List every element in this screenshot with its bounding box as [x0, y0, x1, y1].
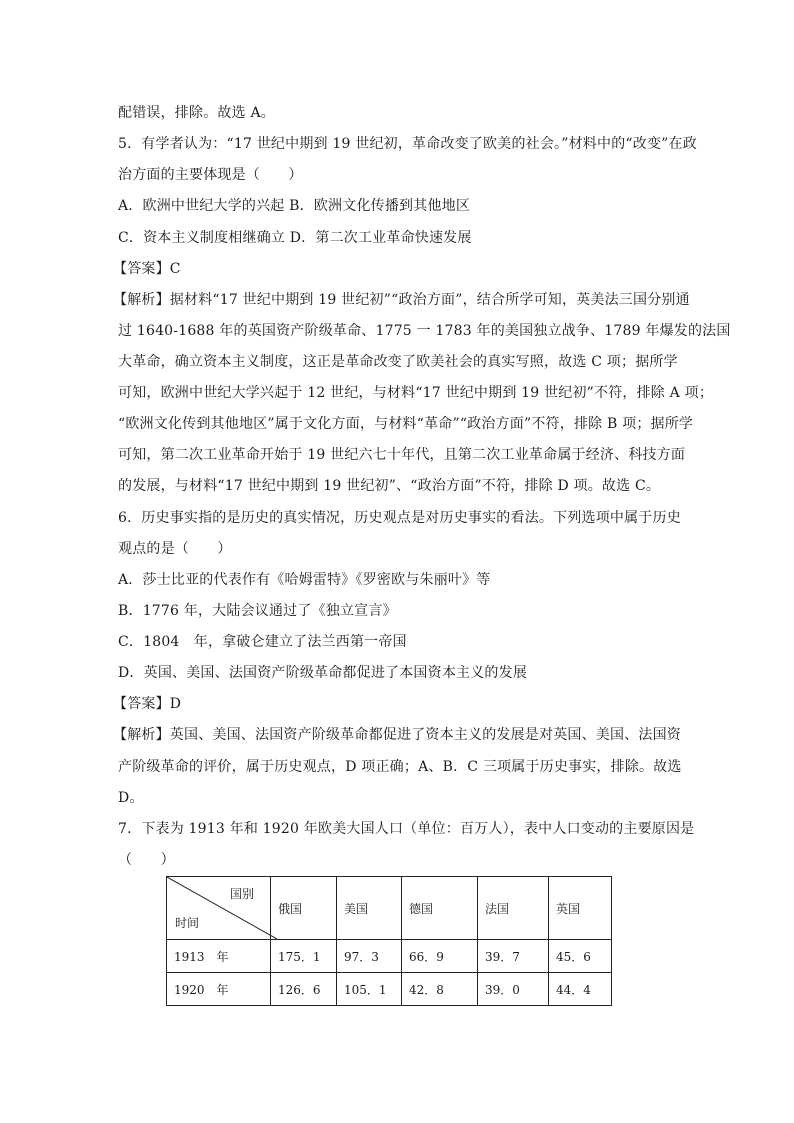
corner-label-country: 国别 — [229, 887, 254, 901]
table-cell: 44．4 — [549, 973, 612, 1006]
column-header: 俄国 — [271, 877, 337, 940]
question-5-analysis-line: 可知，欧洲中世纪大学兴起于 12 世纪，与材料“17 世纪中期到 19 世纪初”不符，排除 A 项； — [118, 385, 714, 401]
column-header: 法国 — [478, 877, 549, 940]
question-6-option-a: A．莎士比亚的代表作有《哈姆雷特》《罗密欧与朱丽叶》等 — [118, 572, 491, 588]
question-6-analysis: 【解析】英国、美国、法国资产阶级革命都促进了资本主义的发展是对英国、美国、法国资 — [113, 727, 681, 743]
table-cell: 66．9 — [402, 940, 478, 973]
column-header: 英国 — [549, 877, 612, 940]
question-6-answer: 【答案】D — [113, 696, 182, 712]
table-header-row — [167, 877, 612, 940]
row-label: 1913 年 — [167, 940, 271, 973]
question-5-analysis-line: 的发展，与材料“17 世纪中期到 19 世纪初”、“政治方面”不符，排除 D 项。故选 C。 — [118, 478, 661, 494]
table-cell: 39．0 — [478, 973, 549, 1006]
text-line: 配错误，排除。故选 A。 — [118, 105, 275, 121]
column-header: 德国 — [402, 877, 478, 940]
table-corner-cell — [167, 877, 271, 940]
table-cell: 126．6 — [271, 973, 337, 1006]
question-5-analysis-line: 大革命，确立资本主义制度，这正是革命改变了欧美社会的真实写照，故选 C 项；据所学 — [118, 354, 678, 370]
question-6-stem-cont: 观点的是（ ） — [118, 541, 232, 557]
question-5-stem: 5．有学者认为：“17 世纪中期到 19 世纪初，革命改变了欧美的社会。”材料中的“改变”在政 — [118, 136, 697, 152]
question-5-answer: 【答案】C — [113, 261, 181, 277]
column-header: 美国 — [337, 877, 402, 940]
question-6-stem: 6．历史事实指的是历史的真实情况，历史观点是对历史事实的看法。下列选项中属于历史 — [118, 510, 681, 526]
table-cell: 105．1 — [337, 973, 402, 1006]
table-cell: 45．6 — [549, 940, 612, 973]
question-7-stem: 7．下表为 1913 年和 1920 年欧美大国人口（单位：百万人），表中人口变动的主要原因是 — [118, 821, 695, 837]
table-row — [167, 973, 612, 1006]
corner-label-time: 时间 — [175, 916, 200, 930]
table-cell: 175．1 — [271, 940, 337, 973]
table-cell: 97．3 — [337, 940, 402, 973]
question-5-analysis-line: 过 1640-1688 年的英国资产阶级革命、1775 一 1783 年的美国独立战争、1789 年爆发的法国 — [118, 323, 731, 339]
population-table — [166, 876, 612, 1006]
question-5-analysis-line: 可知，第二次工业革命开始于 19 世纪六七十年代，且第二次工业革命属于经济、科技方面 — [118, 447, 686, 463]
row-label: 1920 年 — [167, 973, 271, 1006]
question-6-option-c: C．1804 年，拿破仑建立了法兰西第一帝国 — [118, 634, 407, 650]
question-7-stem-cont: （ ） — [118, 852, 175, 868]
question-5-options-cd: C．资本主义制度相继确立 D．第二次工业革命快速发展 — [118, 230, 472, 246]
table-row — [167, 940, 612, 973]
question-5-analysis-line: “欧洲文化传到其他地区”属于文化方面，与材料“革命”“政治方面”不符，排除 B 项；据所学 — [118, 416, 694, 432]
question-5-options-ab: A．欧洲中世纪大学的兴起 B．欧洲文化传播到其他地区 — [118, 198, 471, 214]
table-cell: 42．8 — [402, 973, 478, 1006]
question-6-analysis-line: 产阶级革命的评价，属于历史观点，D 项正确；A、B．C 三项属于历史事实，排除。故选 — [118, 759, 682, 775]
question-5-stem-cont: 治方面的主要体现是（ ） — [118, 167, 303, 183]
question-6-analysis-line: D。 — [118, 790, 144, 806]
question-6-option-d: D．英国、美国、法国资产阶级革命都促进了本国资本主义的发展 — [118, 665, 528, 681]
question-6-option-b: B．1776 年，大陆会议通过了《独立宣言》 — [118, 603, 397, 619]
table-cell: 39．7 — [478, 940, 549, 973]
question-5-analysis: 【解析】据材料“17 世纪中期到 19 世纪初”“政治方面”，结合所学可知，英美法三国分别通 — [113, 292, 690, 308]
